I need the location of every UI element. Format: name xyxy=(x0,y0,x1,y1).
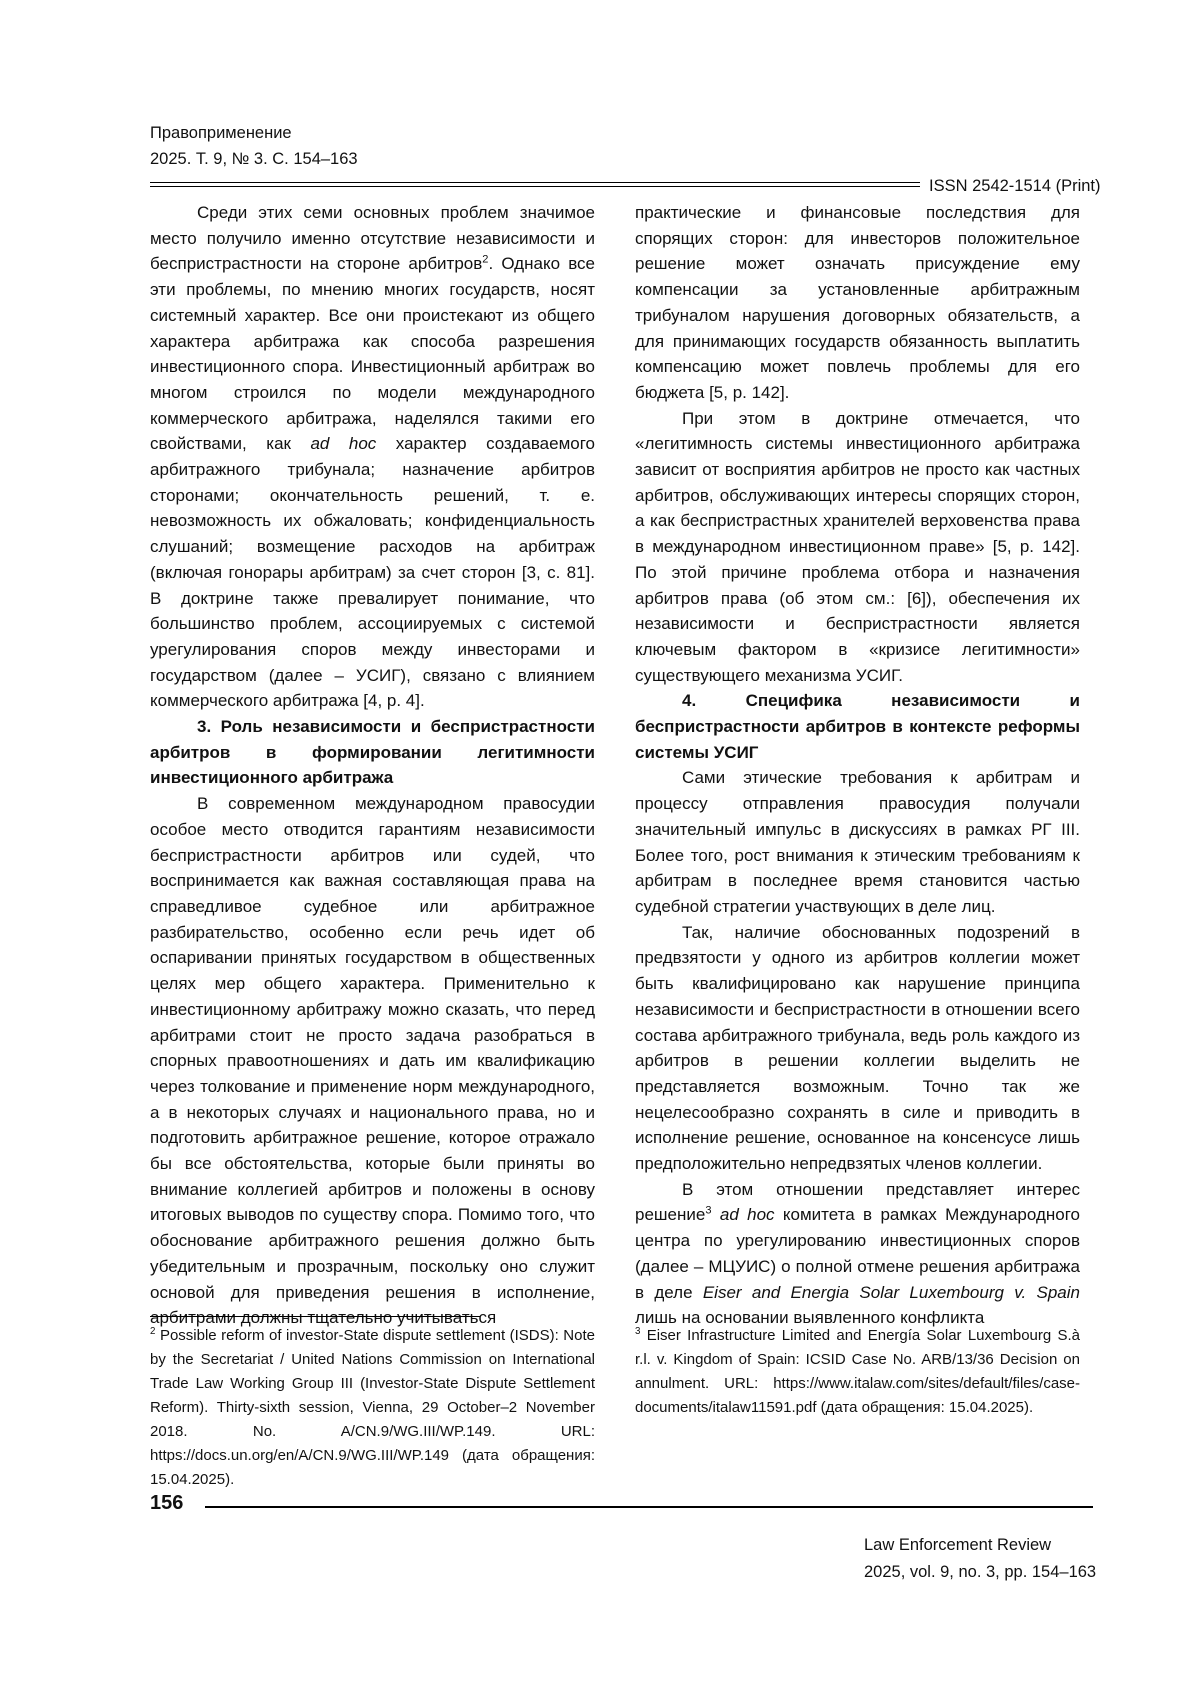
left-column xyxy=(150,200,595,1331)
journal-issue-en: 2025, vol. 9, no. 3, pp. 154–163 xyxy=(864,1563,1097,1581)
journal-header xyxy=(150,120,358,172)
text-block-paragraph: Так, наличие обоснованных подозрений в предвзятости у одного из арбитров коллегии может быть квалифицировано как нарушение принципа независимости и беспристрастности в отношении всего состава арбитражного трибунала, ведь роль каждого из арбитров в решении коллегии выделить не представляется возможным. Точно так же нецелесообразно сохранять в силе и приводить в исполнение решение, основанное на консенсусе лишь предположительно непредвзятых членов коллегии. xyxy=(635,922,1080,1174)
text-block-continuation: практические и финансовые последствия для спорящих сторон: для инвесторов положительное решение может означать присуждение ему компенсации за установленные арбитражным трибуналом нарушения договорных обязательств, а для принимающих государств обязанность выплатить компенсацию может повлечь проблемы для его бюджета [5, p. 142]. xyxy=(635,203,1080,402)
footer-rule xyxy=(205,1506,1093,1508)
text-block-heading: 4. Специфика независимости и беспристрастности арбитров в контексте реформы системы УСИГ xyxy=(635,691,1080,762)
text-block-paragraph: Среди этих семи основных проблем значимое место получило именно отсутствие независимости и беспристрастности на стороне арбитров$^2$. Однако все эти проблемы, по мнению многих государств, носят системный характер. Все они проистекают из общего характера арбитража как способа разрешения инвестиционного спора. Инвестиционный арбитраж во многом строился по модели международного коммерческого арбитража, наделялся такими его свойствами, как ad hoc характер создаваемого арбитражного трибунала; назначение арбитров сторонами; окончательность решений, т. е. невозможность их обжаловать; конфиденциальность слушаний; возмещение расходов на арбитраж (включая гонорары арбитрам) за счет сторон [3, с. 81]. В доктрине также превалирует понимание, что большинство проблем, ассоциируемых с системой урегулирования споров между инвесторами и государством (далее – УСИГ), связано с влиянием коммерческого арбитража [4, p. 4]. xyxy=(150,203,595,711)
footnote-separator xyxy=(150,1316,480,1317)
text-block-paragraph: В современном международном правосудии особое место отводится гарантиям независимости беспристрастности арбитров или судей, что воспринимается как важная составляющая права на справедливое судебное или арбитражное разбирательство, особенно если речь идет об оспаривании принятых государством в общественных целях мер общего характера. Применительно к инвестиционному арбитражу можно сказать, что перед арбитрами стоит не просто задача разобраться в спорных правоотношениях и дать им квалификацию через толкование и применение норм международного, а в некоторых случаях и национального права, но и подготовить арбитражное решение, которое отражало бы все обстоятельства, которые были приняты во внимание коллегией арбитров и положены в основу итоговых выводов по существу спора. Помимо того, что обоснование арбитражного решения должно быть убедительным и прозрачным, поскольку оно служит основой для приведения решения в исполнение, арбитрами должны тщательно учитываться xyxy=(150,794,595,1328)
journal-issue-ru: 2025. Т. 9, № 3. С. 154–163 xyxy=(150,150,358,168)
text-block-paragraph: При этом в доктрине отмечается, что «легитимность системы инвестиционного арбитража зависит от восприятия арбитров не просто как частных арбитров, обслуживающих интересы спорящих сторон, а как беспристрастных хранителей верховенства права в международном инвестиционном праве» [5, p. 142]. По этой причине проблема отбора и назначения арбитров права (об этом см.: [6]), обеспечения их независимости и беспристрастности является ключевым фактором в «кризисе легитимности» существующего механизма УСИГ. xyxy=(635,408,1080,685)
footnote-3: $^3$ Eiser Infrastructure Limited and Energía Solar Luxembourg S.à r.l. v. Kingdom of Spain: ICSID Case No. ARB/13/36 Decision on annulment. URL: https://www.italaw.com/sites/default/files/case-documents/italaw11591.pdf (дата обращения: 15.04.2025). xyxy=(635,1326,1080,1416)
issn-label: ISSN 2542-1514 (Print) xyxy=(929,177,1101,195)
text-block-paragraph: В этом отношении представляет интерес решение$^3$ ad hoc комитета в рамках Международного центра по урегулированию инвестиционных споров (далее – МЦУИС) о полной отмене решения арбитража в деле Eiser and Energia Solar Luxembourg v. Spain лишь на основании выявленного конфликта xyxy=(635,1179,1080,1328)
journal-title-ru: Правоприменение xyxy=(150,124,292,142)
footnote-2: $^2$ Possible reform of investor-State dispute settlement (ISDS): Note by the Secretariat / United Nations Commission on International Trade Law Working Group III (Investor-State Dispute Settlement Reform). Thirty-sixth session, Vienna, 29 October–2 November 2018. No. A/CN.9/WG.III/WP.149. URL: https://docs.un.org/en/A/CN.9/WG.III/WP.149 (дата обращения: 15.04.2025). xyxy=(150,1326,595,1488)
text-block-heading: 3. Роль независимости и беспристрастности арбитров в формировании легитимности инвестиционного арбитража xyxy=(150,717,595,788)
header-rule xyxy=(150,182,920,187)
article-body xyxy=(150,200,1080,1331)
page-number: 156 xyxy=(150,1492,184,1514)
journal-title-en: Law Enforcement Review xyxy=(864,1536,1052,1554)
footer-journal-en xyxy=(864,1532,1096,1586)
right-column xyxy=(635,200,1080,1331)
text-block-paragraph: Сами этические требования к арбитрам и процессу отправления правосудия получали значительный импульс в дискуссиях в рамках РГ III. Более того, рост внимания к этическим требованиям к арбитрам в последнее время становится частью судебной стратегии участвующих в деле лиц. xyxy=(635,768,1080,916)
